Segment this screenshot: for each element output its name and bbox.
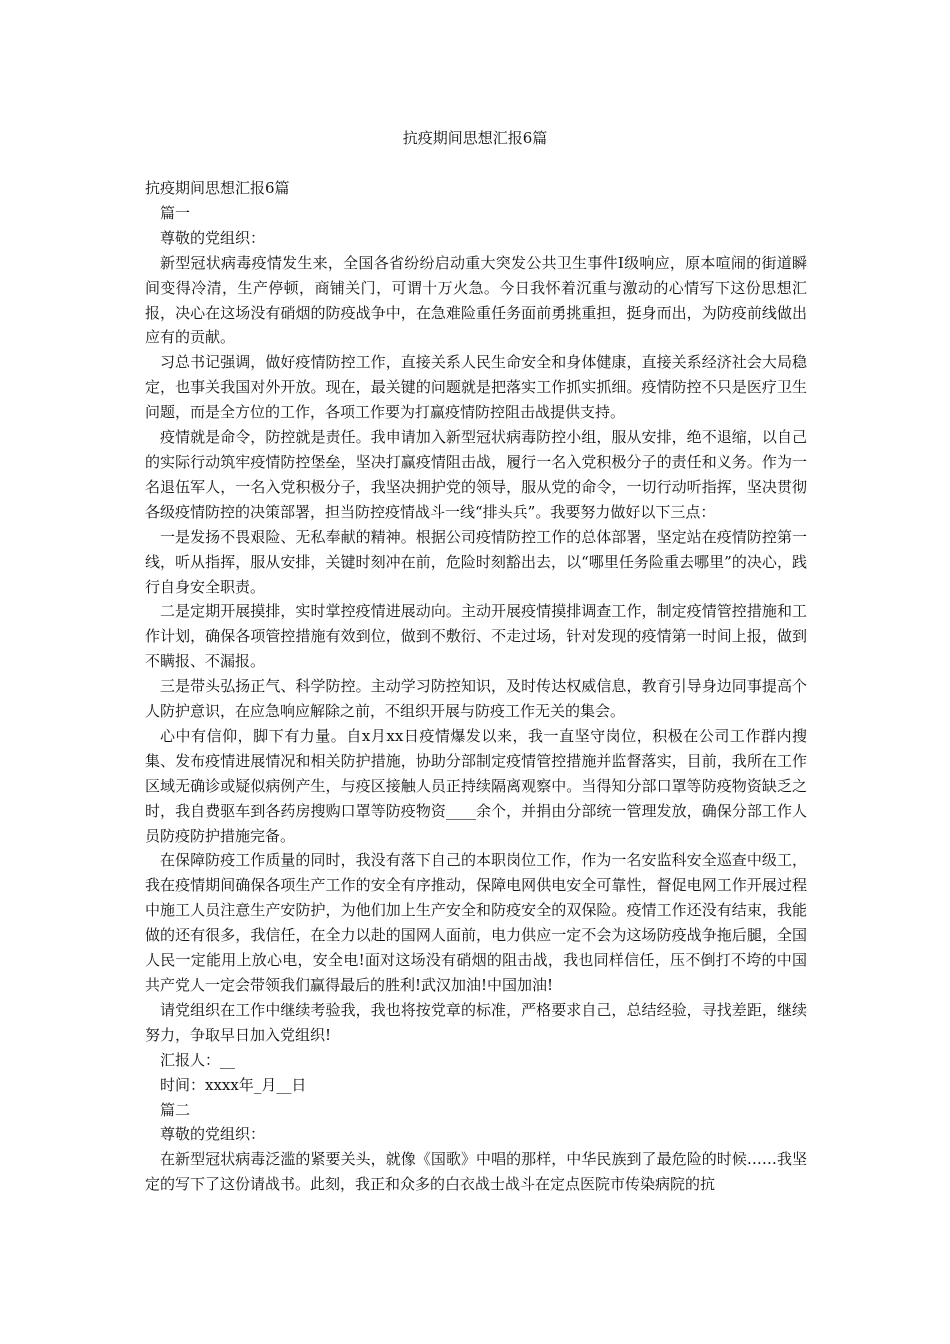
section-label: 篇二 [160,1100,191,1119]
salutation: 尊敬的党组织： [160,228,266,247]
paragraph: 疫情就是命令，防控就是责任。我申请加入新型冠状病毒防控小组，服从安排，绝不退缩，以自己的实际行动筑牢疫情防控堡垒，坚决打赢疫情阻击战，履行一名入党积极分子的责任和义务。作为一名退伍军人，一名入党积极分子，我坚决拥护党的领导，服从党的命令，一切行动听指挥，坚决贯彻各级疫情防控的决策部署，担当防控疫情战斗一线“排头兵”。我要努力做好以下三点： [145,428,807,521]
paragraph: 请党组织在工作中继续考验我，我也将按党章的标准，严格要求自己，总结经验，寻找差距，继续努力，争取早日加入党组织! [145,1000,807,1044]
salutation: 尊敬的党组织： [160,1125,266,1144]
paragraph: 在新型冠状病毒泛滥的紧要关头，就像《国歌》中唱的那样，中华民族到了最危险的时候……我坚定的写下了这份请战书。此刻，我正和众多的白衣战士战斗在定点医院市传染病院的抗 [145,1150,807,1194]
paragraph: 新型冠状病毒疫情发生来，全国各省纷纷启动重大突发公共卫生事件Ⅰ级响应，原本喧闹的街道瞬间变得冷清，生产停顿，商铺关门，可谓十万火急。今日我怀着沉重与激动的心情写下这份思想汇报，决心在这场没有硝烟的防疫战争中，在急难险重任务面前勇挑重担，挺身而出，为防疫前线做出应有的贡献。 [145,253,807,347]
paragraph: 一是发扬不畏艰险、无私奉献的精神。根据公司疫情防控工作的总体部署，坚定站在疫情防控第一线，听从指挥，服从安排，关键时刻冲在前，危险时刻豁出去，以“哪里任务险重去哪里”的决心，践行自身安全职责。 [145,527,807,596]
paragraph: 习总书记强调，做好疫情防控工作，直接关系人民生命安全和身体健康，直接关系经济社会大局稳定，也事关我国对外开放。现在，最关键的问题就是把落实工作抓实抓细。疫情防控不只是医疗卫生问题，而是全方位的工作，各项工作要为打赢疫情防控阻击战提供支持。 [145,353,807,422]
paragraph: 二是定期开展摸排，实时掌控疫情进展动向。主动开展疫情摸排调查工作，制定疫情管控措施和工作计划，确保各项管控措施有效到位，做到不敷衍、不走过场，针对发现的疫情第一时间上报，做到不瞒报、不漏报。 [145,602,807,671]
date-line: 时间：xxxx年_月__日 [160,1075,307,1094]
section-label: 篇一 [160,203,191,222]
paragraph: 三是带头弘扬正气、科学防控。主动学习防控知识，及时传达权威信息，教育引导身边同事提高个人防护意识，在应急响应解除之前，不组织开展与防疫工作无关的集会。 [145,677,807,721]
document-subtitle: 抗疫期间思想汇报6篇 [145,179,290,197]
document-title: 抗疫期间思想汇报6篇 [402,129,548,147]
paragraph: 心中有信仰，脚下有力量。自x月xx日疫情爆发以来，我一直坚守岗位，积极在公司工作群内搜集、发布疫情进展情况和相关防护措施，协助分部制定疫情管控措施并监督落实，目前，我所在工作区域无确诊或疑似病例产生，与疫区接触人员正持续隔离观察中。当得知分部口罩等防疫物资缺乏之时，我自费驱车到各药房搜购口罩等防疫物资____余个，并捐由分部统一管理发放，确保分部工作人员防疫防护措施完备。 [145,726,807,845]
paragraph: 在保障防疫工作质量的同时，我没有落下自己的本职岗位工作，作为一名安监科安全巡查中级工，我在疫情期间确保各项生产工作的安全有序推动，保障电网供电安全可靠性，督促电网工作开展过程中施工人员注意生产安防护，为他们加上生产安全和防疫安全的双保险。疫情工作还没有结束，我能做的还有很多，我信任，在全力以赴的国网人面前，电力供应一定不会为这场防疫战争拖后腿，全国人民一定能用上放心电，安全电!面对这场没有硝烟的阻击战，我也同样信任，压不倒打不垮的中国共产党人一定会带领我们赢得最后的胜利!武汉加油!中国加油! [145,851,807,994]
document-body [145,176,807,1197]
reporter-line: 汇报人：__ [160,1050,236,1069]
